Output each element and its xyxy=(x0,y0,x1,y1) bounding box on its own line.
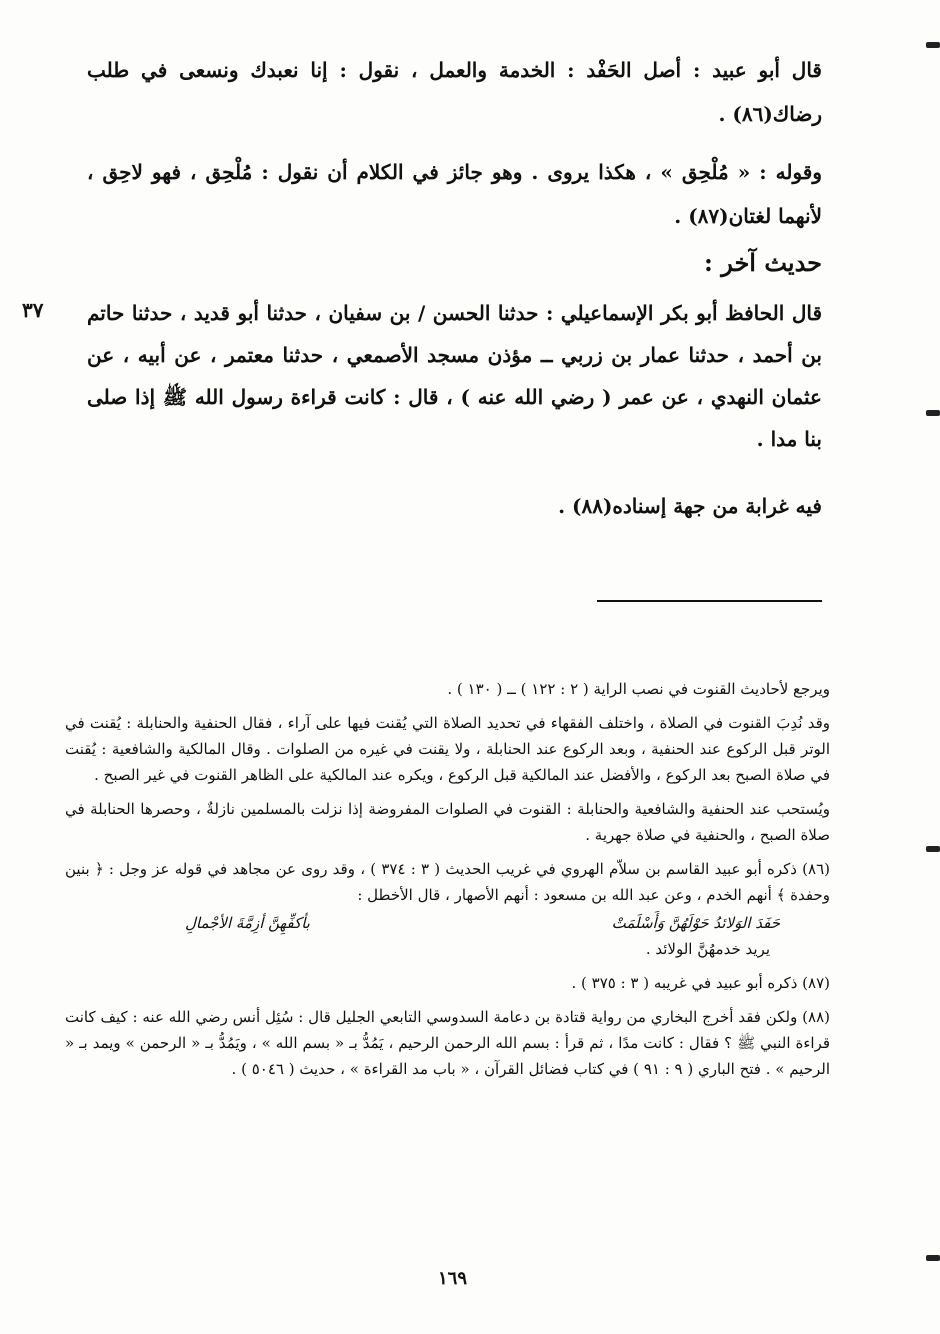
section-heading: حديث آخر : xyxy=(704,248,822,277)
footnote-86: (٨٦) ذكره أبو عبيد القاسم بن سلاّم الهروي في غريب الحديث ( ٣ : ٣٧٤ ) ، وقد روى عن مجاهد في قوله عز وجل : ﴿ بنين وحفدة ﴾ أنهم الخدم ، وعن عبد الله بن مسعود : أنهم الأصهار ، قال الأخطل : xyxy=(65,860,830,904)
verse-hemistich-right: حَفَدَ الوَلائدُ حَوْلَهُنَّ وَأَسْلَمَتْ xyxy=(611,914,780,932)
footnote-88: (٨٨) ولكن فقد أخرج البخاري من رواية قتادة بن دعامة السدوسي التابعي الجليل قال : سُئِل أنس رضي الله عنه : كيف كانت قراءة النبي ﷺ ؟ فقال : كانت مدًا ، ثم قرأ : بسم الله الرحمن الرحيم ، يَمُدُّ بـ « بسم الله » ، ويَمُدُّ بـ « الرحمن » ويمد بـ « الرحيم » . فتح الباري ( ٩ : ٩١ ) في كتاب فضائل القرآن ، « باب مد القراءة » ، حديث ( ٥٠٤٦ ) . xyxy=(65,1008,830,1078)
poetry-verse xyxy=(65,910,830,936)
footnote-86-tail: يريد خدمهُنَّ الولائد . xyxy=(645,940,770,958)
footnote-separator xyxy=(597,600,822,602)
hadith-text: قال الحافظ أبو بكر الإسماعيلي : حدثنا الحسن / بن سفيان ، حدثنا أبو قديد ، حدثنا حاتم بن أحمد ، حدثنا عمار بن زربي ــ مؤذن مسجد الأصمعي ، حدثنا معتمر ، عن أبيه ، عن عثمان النهدي ، عن عمر ( رضي الله عنه ) ، قال : كانت قراءة رسول الله ﷺ إذا صلى بنا مدا . xyxy=(87,301,822,451)
hadith-comment: فيه غرابة من جهة إسناده(٨٨) . xyxy=(558,494,822,518)
footnote-intro-2: وقد نُدِبَ القنوت في الصلاة ، واختلف الفقهاء في تحديد الصلاة التي يُقنت فيها على آراء ، فقال الحنفية والحنابلة : يُقنت في الوتر قبل الركوع عند الحنفية ، وبعد الركوع عند الحنابلة ، ولا يقنت في غيره من الصلوات . وقال المالكية والشافعية : يُقنت في صلاة الصبح بعد الركوع ، والأفضل عند المالكية قبل الركوع ، ويكره عند المالكية على الظاهر القنوت في غير الصبح . xyxy=(65,714,830,784)
footnote-intro-1: ويرجع لأحاديث القنوت في نصب الراية ( ٢ : ١٢٢ ) ــ ( ١٣٠ ) . xyxy=(447,680,830,698)
footnotes xyxy=(65,676,830,1090)
paragraph-mulhiq: وقوله : « مُلْحِق » ، هكذا يروى . وهو جائز في الكلام أن نقول : مُلْحِق ، فهو لاحِق ، لأنهما لغتان(٨٧) . xyxy=(87,160,822,228)
scan-mark xyxy=(926,42,940,48)
scan-mark xyxy=(926,846,940,852)
footnote-intro-3: ويُستحب عند الحنفية والشافعية والحنابلة : القنوت في الصلوات المفروضة إذا نزلت بالمسلمين نازلةٌ ، وحصرها الحنابلة في صلاة الصبح ، والحنفية في صلاة جهرية . xyxy=(65,800,830,844)
scan-mark xyxy=(926,1255,940,1261)
footnote-87: (٨٧) ذكره أبو عبيد في غريبه ( ٣ : ٣٧٥ ) . xyxy=(571,974,830,992)
page-number: ١٦٩ xyxy=(438,1268,468,1289)
margin-page-number: ٣٧ xyxy=(22,298,44,322)
verse-hemistich-left: بأكفِّهِنَّ أزِمَّةَ الأجْمالِ xyxy=(185,914,310,932)
scan-mark xyxy=(926,410,940,416)
paragraph-hafd: قال أبو عبيد : أصل الحَفْد : الخدمة والعمل ، نقول : إنا نعبدك ونسعى في طلب رضاك(٨٦) . xyxy=(87,58,822,126)
